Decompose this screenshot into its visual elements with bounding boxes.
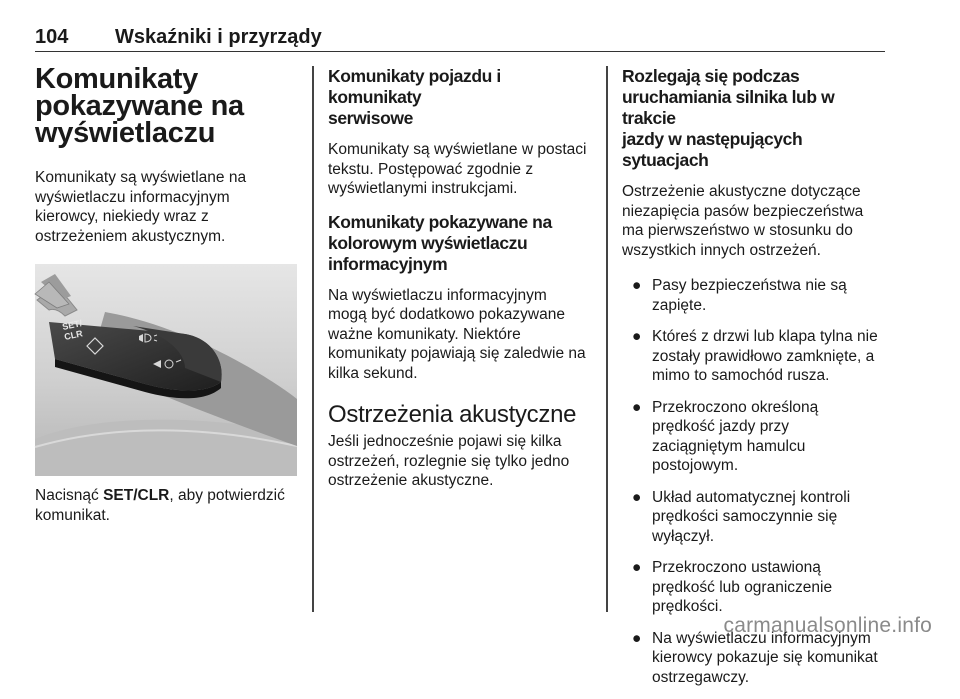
bullet-icon: ● [632,328,642,345]
situations-intro-paragraph: Ostrzeżenie akustyczne dotyczące niezapięcia pasów bezpieczeństwa ma pierwszeństwo w stosunku do wszystkich innych ostrzeżeń. [622,183,864,259]
section-title-acoustic-warnings: Ostrzeżenia akustyczne [328,401,577,428]
list-item: ● Pasy bezpieczeństwa nie są zapięte. [632,277,847,314]
subsection-title-situations: Rozlegają się podczas uruchamiania silnika lub w trakcie jazdy w następujących sytuacjach [622,66,835,170]
key-set-clr: SET/CLR [103,487,170,504]
section-title-komunikaty: Komunikaty pokazywane na wyświetlaczu [35,63,244,149]
bullet-icon: ● [632,277,642,294]
lever-label-clr: CLR [63,328,84,342]
column-divider-2 [606,66,608,612]
color-display-paragraph: Na wyświetlaczu informacyjnym mogą być dodatkowo pokazywane ważne komunikaty. Niektóre komunikaty pojawiają się zaledwie na kilka sekund. [328,286,586,382]
list-item: ● Układ automatycznej kontroli prędkości samoczynnie się wyłączył. [632,488,851,545]
column-2 [328,66,594,491]
column-divider-1 [312,66,314,612]
running-head: Wskaźniki i przyrządy [115,26,322,48]
bullet-icon: ● [632,559,642,576]
intro-paragraph: Komunikaty są wyświetlane na wyświetlaczu informacyjnym kierowcy, niekiedy wraz z ostrzeżeniem akustycznym. [35,169,247,245]
lever-illustration [35,264,297,476]
column-1 [35,63,297,525]
vehicle-messages-paragraph: Komunikaty są wyświetlane w postaci tekstu. Postępować zgodnie z wyświetlanymi instrukcjami. [328,141,587,197]
column-3 [622,66,888,699]
subsection-title-vehicle-messages: Komunikaty pojazdu i komunikaty serwisowe [328,66,501,128]
page-header [35,22,885,52]
bullet-icon: ● [632,488,642,506]
subsection-title-color-display: Komunikaty pokazywane na kolorowym wyświetlaczu informacyjnym [328,211,552,274]
list-item: ● Przekroczono ustawioną prędkość lub ograniczenie prędkości. [632,559,833,615]
list-item: ● Na wyświetlaczu informacyjnym kierowcy pokazuje się komunikat ostrzegawczy. [632,629,878,686]
acoustic-warnings-paragraph: Jeśli jednocześnie pojawi się kilka ostrzeżeń, rozlegnie się tylko jedno ostrzeżenie akustyczne. [328,433,570,489]
lever-label-set: SET/ [61,318,83,332]
page-number: 104 [35,26,69,48]
list-item: ● Przekroczono określoną prędkość jazdy przy zaciągniętym hamulcu postojowym. [632,398,819,474]
bullet-icon: ● [632,629,642,647]
watermark: carmanualsonline.info [723,614,932,637]
bullet-icon: ● [632,398,642,416]
figure-caption: Nacisnąć SET/CLR, aby potwierdzić komunikat. [35,487,285,524]
list-item: ● Któreś z drzwi lub klapa tylna nie zostały prawidłowo zamknięte, a mimo to samochód rusza. [632,328,878,384]
